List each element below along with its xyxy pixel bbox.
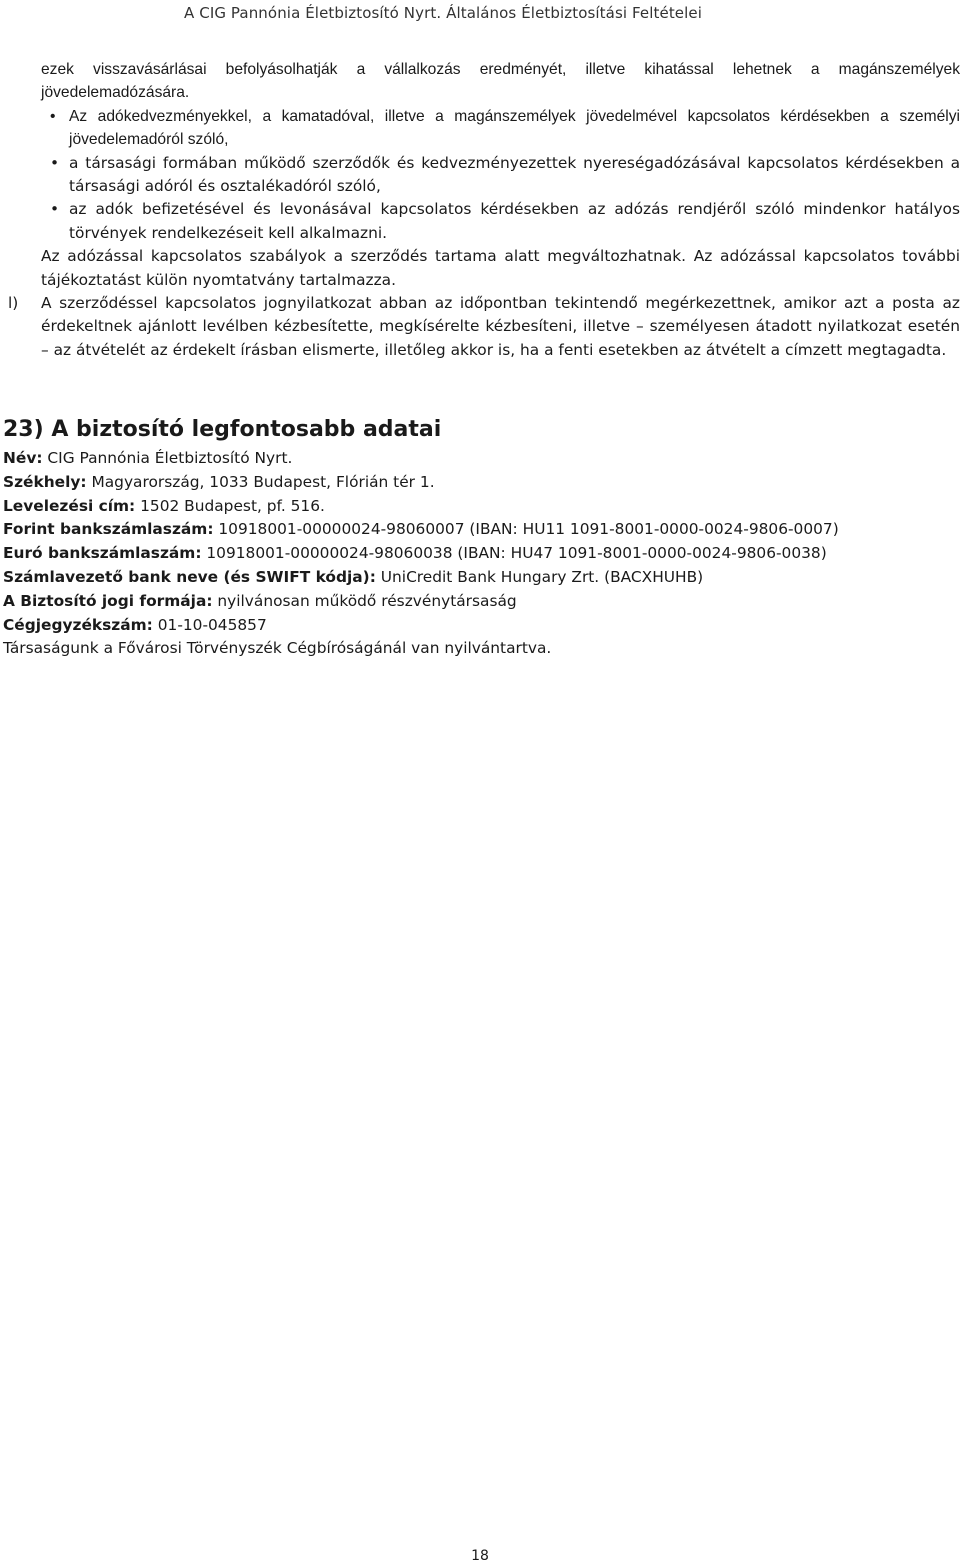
list-item-text: a társasági formában működő szerződők és kedvezményezettek nyereségadózásával kapcsolatos kérdésekben a társasági adóról és osztalékadóról szóló, (69, 153, 960, 196)
list-item (50, 198, 960, 245)
bullet-icon: • (50, 200, 60, 219)
info-label: Cégjegyzékszám: (3, 615, 153, 634)
insurer-data-section (3, 416, 943, 661)
section-heading (3, 416, 943, 444)
info-label: Euró bankszámlaszám: (3, 544, 202, 563)
list-item-text: az adók befizetésével és levonásával kapcsolatos kérdésekben az adózás rendjéről szóló mindenkor hatályos törvények rendelkezéseit kell alkalmazni. (69, 200, 960, 242)
info-row-name (3, 447, 943, 471)
info-label: Székhely: (3, 472, 87, 491)
info-row-bank (3, 566, 943, 590)
info-value: Magyarország, 1033 Budapest, Flórián tér 1. (86, 472, 435, 491)
bullet-icon: • (50, 153, 60, 172)
list-item (50, 105, 960, 152)
info-value: 10918001-00000024-98060007 (IBAN: HU11 1091-8001-0000-0024-9806-0007) (213, 520, 839, 539)
info-label: Számlavezető bank neve (és SWIFT kódja): (3, 567, 376, 586)
info-row-registration (3, 614, 943, 638)
section-number: 23) (3, 417, 44, 442)
info-row-seat (3, 471, 943, 495)
page-number: 18 (471, 1548, 489, 1564)
info-label: Levelezési cím: (3, 496, 136, 515)
list-item-text: Az adókedvezményekkel, a kamatadóval, illetve a magánszemélyek jövedelmével kapcsolatos kérdésekben a személyi jövedelemadóról szóló, (69, 107, 960, 149)
item-l-marker: l) (8, 294, 19, 313)
running-header: A CIG Pannónia Életbiztosító Nyrt. Általános Életbiztosítási Feltételei (184, 4, 702, 22)
info-row-mailing-address (3, 495, 943, 519)
info-value: nyilvánosan működő részvénytársaság (212, 591, 517, 610)
bullet-icon: • (50, 107, 56, 125)
info-value: CIG Pannónia Életbiztosító Nyrt. (42, 449, 293, 467)
info-value: 10918001-00000024-98060038 (IBAN: HU47 1091-8001-0000-0024-9806-0038) (201, 544, 827, 563)
info-row-huf-account (3, 518, 943, 542)
info-value: 01-10-045857 (152, 615, 267, 634)
section-title: A biztosító legfontosabb adatai (51, 417, 442, 442)
tax-note: Az adózással kapcsolatos szabályok a szerződés tartama alatt megváltozhatnak. Az adózással kapcsolatos további tájékoztatást külön nyomtatvány tartalmazza. (41, 247, 960, 289)
info-row-eur-account (3, 542, 943, 566)
info-label: Forint bankszámlaszám: (3, 520, 214, 539)
registry-note: Társaságunk a Fővárosi Törvényszék Cégbíróságánál van nyilvántartva. (3, 639, 552, 658)
intro-continuation: ezek visszavásárlásai befolyásolhatják a vállalkozás eredményét, illetve kihatással lehetnek a magánszemélyek jövedelemadózására. (41, 61, 960, 102)
info-row-legal-form (3, 590, 943, 614)
list-item (50, 152, 960, 199)
info-value: UniCredit Bank Hungary Zrt. (BACXHUHB) (375, 567, 704, 586)
info-label: A Biztosító jogi formája: (3, 591, 213, 610)
item-l-text: A szerződéssel kapcsolatos jognyilatkozat abban az időpontban tekintendő megérkezettnek, amikor azt a posta az érdekeltnek ajánlott levélben kézbesítette, megkísérelte kézbesíteni, illetve – személyesen átadott nyilatkozat esetén – az átvételét az érdekelt írásban elismerte, illetőleg akkor is, ha a fenti esetekben az átvételt a címzett megtagadta. (41, 294, 960, 359)
tax-law-list (0, 105, 960, 245)
item-l (8, 292, 960, 362)
body-text (0, 58, 960, 362)
info-value: 1502 Budapest, pf. 516. (135, 496, 325, 515)
info-label: Név: (3, 449, 43, 467)
